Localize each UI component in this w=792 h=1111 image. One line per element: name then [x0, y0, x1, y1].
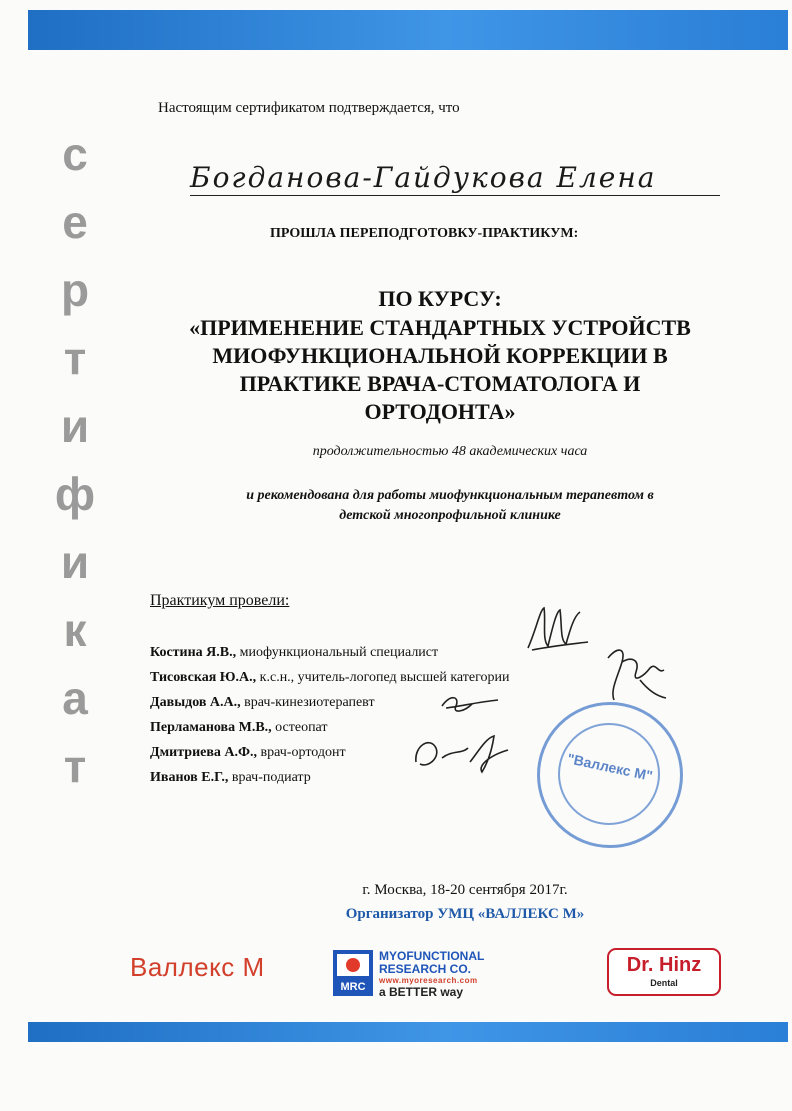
practicum-label: Практикум провели:: [150, 592, 290, 609]
certificate-vertical-title: [40, 120, 110, 800]
organizer: Организатор УМЦ «ВАЛЛЕКС М»: [345, 906, 585, 922]
dr-hinz-logo: [607, 948, 721, 996]
duration-text: продолжительностью 48 академических часа: [312, 444, 588, 459]
completed-statement: ПРОШЛА ПЕРЕПОДГОТОВКУ-ПРАКТИКУМ:: [270, 226, 579, 241]
mrc-logo: [333, 950, 523, 998]
course-title-line: ПРАКТИКЕ ВРАЧА-СТОМАТОЛОГА И: [239, 371, 641, 396]
vertical-letter: к: [63, 604, 87, 656]
staff-role: врач-кинезиотерапевт: [244, 695, 375, 710]
recipient-name-field: [190, 160, 720, 200]
staff-row: [150, 665, 509, 690]
mrc-name-line2: RESEARCH CO.: [379, 962, 472, 976]
vertical-letter: т: [63, 332, 87, 384]
course-title-line: ОРТОДОНТА»: [364, 399, 516, 424]
course-title-line: «ПРИМЕНЕНИЕ СТАНДАРТНЫХ УСТРОЙСТВ: [189, 315, 691, 340]
staff-row: [150, 640, 509, 665]
signature-davydov: [438, 690, 502, 718]
organization-stamp: [537, 702, 683, 848]
hinz-sub: Dental: [650, 978, 678, 988]
mrc-mark-text: MRC: [340, 981, 366, 993]
staff-name: Дмитриева А.Ф.,: [150, 745, 258, 760]
signature-kostina: [522, 600, 594, 660]
hinz-name: Dr. Hinz: [626, 954, 702, 976]
mrc-url: www.myoresearch.com: [379, 976, 478, 985]
vertical-letter: т: [63, 740, 87, 792]
course-title: [140, 314, 740, 426]
staff-role: врач-подиатр: [231, 770, 311, 785]
top-blue-band: [28, 10, 788, 50]
staff-role: врач-ортодонт: [260, 745, 346, 760]
staff-name: Костина Я.В.,: [150, 645, 237, 660]
staff-role: миофункциональный специалист: [239, 645, 439, 660]
lead-text: Настоящим сертификатом подтверждается, что: [158, 100, 460, 116]
recommendation-text: [150, 486, 750, 526]
signature-tisovskaya: [600, 640, 672, 710]
place-date: г. Москва, 18-20 сентября 2017г.: [362, 882, 568, 898]
staff-name: Иванов Е.Г.,: [150, 770, 229, 785]
mrc-name-line1: MYOFUNCTIONAL: [379, 949, 485, 963]
mrc-slogan: a BETTER way: [379, 985, 464, 999]
name-underline: [190, 195, 720, 196]
staff-name: Перламанова М.В.,: [150, 720, 272, 735]
vertical-letter: и: [60, 400, 90, 452]
staff-role: к.с.н., учитель-логопед высшей категории: [259, 670, 510, 685]
vertical-letter: ф: [54, 468, 96, 520]
mrc-mark-icon: [333, 950, 373, 996]
bottom-blue-band: [28, 1022, 788, 1042]
staff-name: Давыдов А.А.,: [150, 695, 241, 710]
staff-name: Тисовская Ю.А.,: [150, 670, 257, 685]
vertical-letter: р: [60, 264, 90, 316]
vertical-letter: с: [62, 128, 88, 180]
recipient-name: Богданова-Гайдукова Елена: [190, 161, 657, 194]
signature-dmitrieva: [408, 728, 518, 778]
stamp-text: "Валлекс М": [565, 750, 655, 784]
vertical-letter: а: [62, 672, 88, 724]
recommendation-line: и рекомендована для работы миофункциональным терапевтом в: [246, 488, 654, 503]
course-heading: ПО КУРСУ:: [378, 286, 502, 311]
staff-role: остеопат: [275, 720, 328, 735]
vallex-logo: Валлекс М: [130, 952, 265, 982]
vertical-letter: и: [60, 536, 90, 588]
recommendation-line: детской многопрофильной клинике: [339, 508, 561, 523]
vertical-letter: е: [62, 196, 88, 248]
course-title-line: МИОФУНКЦИОНАЛЬНОЙ КОРРЕКЦИИ В: [212, 343, 668, 368]
